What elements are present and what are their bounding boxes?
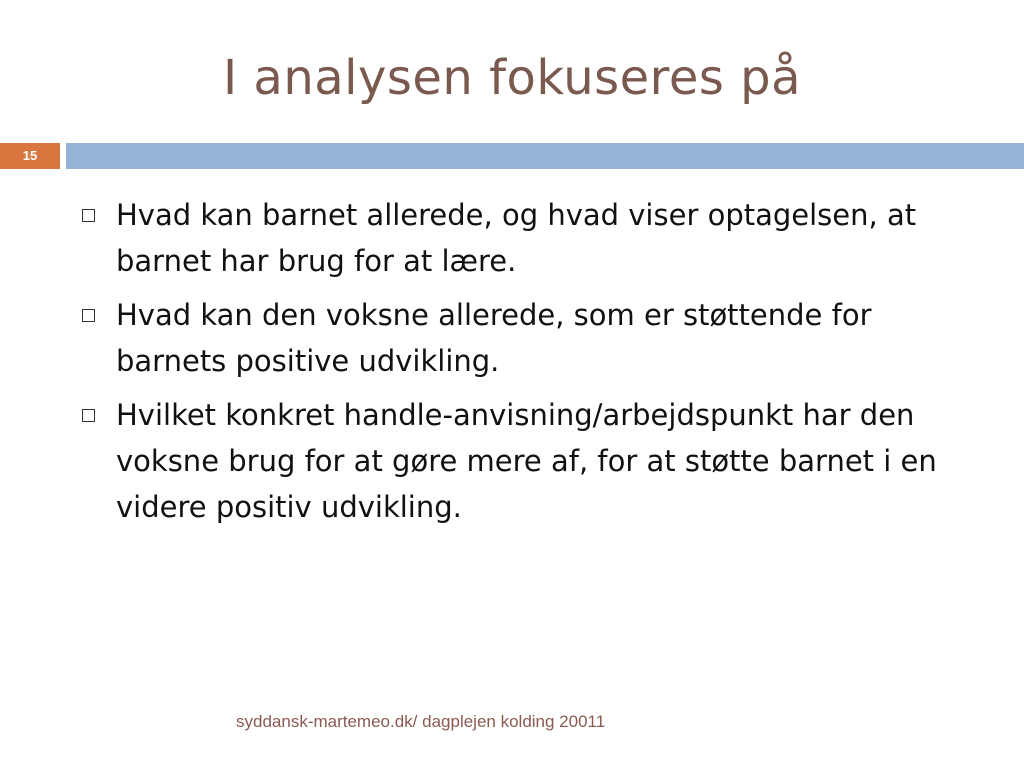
bullet-text: Hvad kan den voksne allerede, som er støttende for barnets positive udvikling.	[116, 298, 872, 378]
hollow-square-bullet-icon	[82, 209, 95, 222]
bullet-item	[82, 292, 982, 384]
slide-footer: syddansk-martemeo.dk/ dagplejen kolding 20011	[236, 712, 606, 731]
hollow-square-bullet-icon	[82, 309, 95, 322]
slide-number: 15	[0, 143, 60, 169]
accent-bar	[66, 143, 1024, 169]
bullet-text: Hvilket konkret handle-anvisning/arbejdspunkt har den voksne brug for at gøre mere af, for at støtte barnet i en videre positiv udvikling.	[116, 398, 937, 524]
bullet-item	[82, 392, 982, 530]
slide-title: I analysen fokuseres på	[222, 50, 802, 106]
hollow-square-bullet-icon	[82, 409, 95, 422]
bullet-item	[82, 192, 982, 284]
bullet-text: Hvad kan barnet allerede, og hvad viser optagelsen, at barnet har brug for at lære.	[116, 198, 917, 278]
bullet-list	[82, 192, 982, 538]
